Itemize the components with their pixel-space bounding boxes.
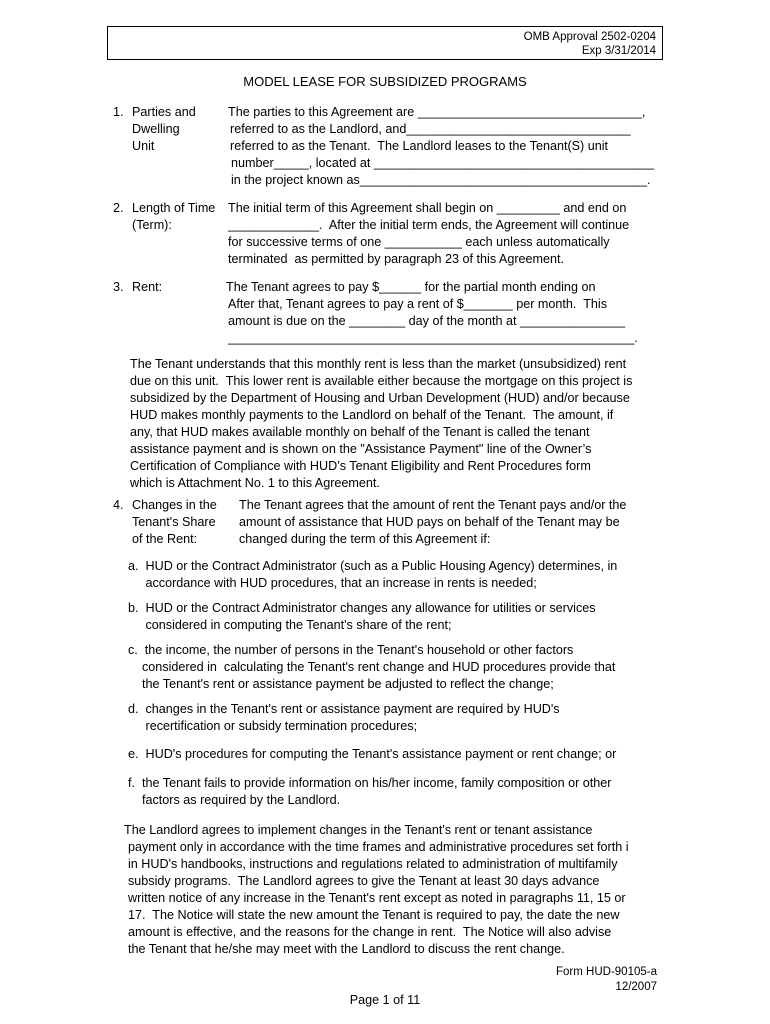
paragraph-line: 17. The Notice will state the new amount the Tenant is required to pay, the date the new [128,908,620,922]
paragraph-line: Certification of Compliance with HUD’s Tenant Eligibility and Rent Procedures form [130,459,591,473]
omb-approval-box [107,26,663,60]
list-item-line: f. the Tenant fails to provide information on his/her income, family composition or other [128,776,612,790]
paragraph-line: due on this unit. This lower rent is available either because the mortgage on this project is [130,374,633,388]
section-number: 1. [113,105,124,119]
list-item-line: b. HUD or the Contract Administrator changes any allowance for utilities or services [128,601,596,615]
changes-line: amount of assistance that HUD pays on behalf of the Tenant may be [239,515,620,529]
document-title: MODEL LEASE FOR SUBSIDIZED PROGRAMS [243,74,527,89]
list-item-line: considered in computing the Tenant's share of the rent; [128,618,452,632]
omb-expiration: Exp 3/31/2014 [581,45,656,57]
page-number: Page 1 of 11 [349,993,421,1007]
parties-line: referred to as the Landlord, and________________________________ [230,122,631,136]
rent-line: __________________________________________________________. [228,331,638,345]
paragraph-line: any, that HUD makes available monthly on behalf of the Tenant is called the tenant [130,425,590,439]
rent-line: amount is due on the ________ day of the month at _______________ [228,314,626,328]
rent-line: The Tenant agrees to pay $______ for the partial month ending on [226,280,596,294]
section-label: Dwelling [132,122,180,136]
term-line: The initial term of this Agreement shall begin on _________ and end on [228,201,627,215]
term-line: _____________. After the initial term ends, the Agreement will continue [228,218,630,232]
list-item-line: recertification or subsidy termination procedures; [128,719,418,733]
section-number: 2. [113,201,124,215]
paragraph-line: The Landlord agrees to implement changes in the Tenant's rent or tenant assistance [124,823,593,837]
paragraph-line: written notice of any increase in the Tenant's rent except as noted in paragraphs 11, 15 or [128,891,626,905]
list-item-line: a. HUD or the Contract Administrator (such as a Public Housing Agency) determines, in [128,559,618,573]
changes-line: The Tenant agrees that the amount of rent the Tenant pays and/or the [239,498,627,512]
section-label: (Term): [132,218,172,232]
parties-line: number_____, located at ________________________________________ [231,156,654,170]
section-number: 4. [113,498,124,512]
form-number: Form HUD-90105-a [556,966,657,978]
term-line: terminated as permitted by paragraph 23 of this Agreement. [228,252,565,266]
paragraph-line: assistance payment and is shown on the "Assistance Payment" line of the Owner’s [130,442,592,456]
list-item-line: factors as required by the Landlord. [128,793,341,807]
section-label: Changes in the [132,498,217,512]
paragraph-line: which is Attachment No. 1 to this Agreement. [130,476,380,490]
list-item-line: the Tenant's rent or assistance payment be adjusted to reflect the change; [128,677,554,691]
parties-line: referred to as the Tenant. The Landlord leases to the Tenant(S) unit [230,139,609,153]
paragraph-line: amount is effective, and the reasons for the change in rent. The Notice will also advise [128,925,612,939]
form-date: 12/2007 [615,981,657,993]
paragraph-line: subsidy programs. The Landlord agrees to give the Tenant at least 30 days advance [128,874,600,888]
paragraph-line: in HUD's handbooks, instructions and regulations related to administration of multifamily [128,857,618,871]
changes-line: changed during the term of this Agreement if: [239,532,491,546]
parties-line: The parties to this Agreement are ________________________________, [228,105,646,119]
section-label: of the Rent: [132,532,198,546]
term-line: for successive terms of one ___________ each unless automatically [228,235,610,249]
paragraph-line: payment only in accordance with the time frames and administrative procedures set forth i [128,840,629,854]
rent-line: After that, Tenant agrees to pay a rent of $_______ per month. This [228,297,607,311]
paragraph-line: HUD makes monthly payments to the Landlord on behalf of the Tenant. The amount, if [130,408,614,422]
section-number: 3. [113,280,124,294]
list-item-line: e. HUD's procedures for computing the Tenant's assistance payment or rent change; or [128,747,617,761]
section-label: Length of Time [132,201,216,215]
list-item-line: c. the income, the number of persons in the Tenant's household or other factors [128,643,574,657]
paragraph-line: the Tenant that he/she may meet with the Landlord to discuss the rent change. [128,942,565,956]
paragraph-line: The Tenant understands that this monthly rent is less than the market (unsubsidized) rent [130,357,627,371]
list-item-line: accordance with HUD procedures, that an increase in rents is needed; [128,576,537,590]
list-item-line: considered in calculating the Tenant's rent change and HUD procedures provide that [128,660,616,674]
list-item-line: d. changes in the Tenant's rent or assistance payment are required by HUD's [128,702,560,716]
paragraph-line: subsidized by the Department of Housing and Urban Development (HUD) and/or because [130,391,630,405]
section-label: Parties and [132,105,196,119]
section-label: Tenant's Share [132,515,216,529]
section-label: Rent: [132,280,163,294]
omb-approval-number: OMB Approval 2502-0204 [523,31,656,43]
parties-line: in the project known as_________________________________________. [231,173,651,187]
section-label: Unit [132,139,155,153]
